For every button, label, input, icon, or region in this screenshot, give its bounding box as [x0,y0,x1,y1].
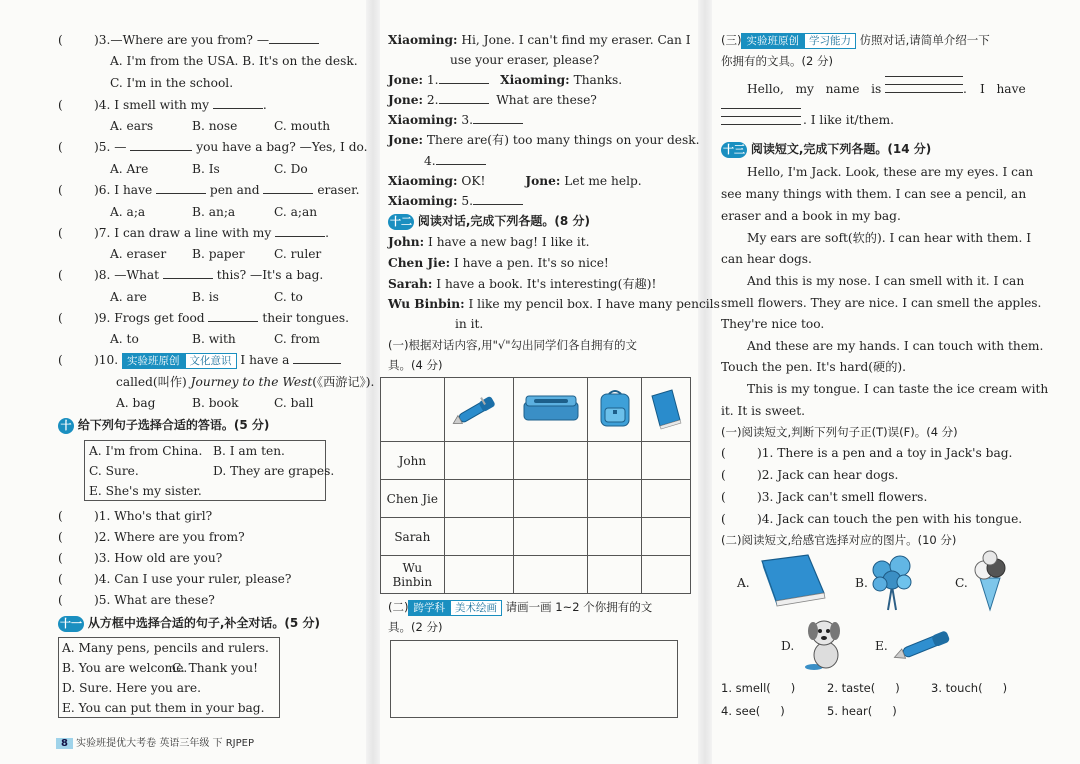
original-tag: 实验班原创 [122,353,185,369]
intro-line-1: Hello, my name is [747,82,882,96]
question-10: ( )10. 实验班原创 文化意识 I have a [58,352,341,369]
dialog-line-5: Jone: There are(有) too many things on your desk. [388,133,700,147]
reading-line-4: Wu Binbin: I like my pencil box. I have many pencils [388,297,720,311]
question-7: ( )7. I can draw a line with my . [58,226,329,240]
picture-label-a: A. [737,576,750,590]
row-label-sarah: Sarah [381,518,445,556]
answer-blank[interactable] [439,72,489,84]
intro-period: . [963,82,967,96]
match-row-1: 1. smell( ) 2. taste( ) 3. touch( ) [721,681,1008,695]
picture-label-c: C. [955,576,968,590]
choice-row-1: A. I'm from China. B. I am ten. [89,444,285,458]
picture-label-d: D. [781,639,795,653]
write-line[interactable] [721,124,801,125]
answer-blank[interactable] [436,153,486,165]
header-pencil-box [514,378,588,442]
choice-row-2: C. Sure. D. They are grapes. [89,464,335,478]
dialog-line-6: 4. [424,153,486,169]
choice-row-3: E. She's my sister. [89,484,202,498]
passage-line: Touch the pen. It's hard(硬的). [721,360,907,374]
write-line[interactable] [885,84,963,85]
part-2-instruction-2: 具。(2 分) [388,620,443,634]
check-cell[interactable] [444,480,514,518]
answer-blank[interactable] [213,97,263,109]
passage-line: This is my tongue. I can taste the ice cream with [747,382,1049,396]
write-line[interactable] [885,92,963,93]
question-10-line2: called(叫作) Journey to the West(《西游记》). [116,375,375,389]
dialog-line-3: Jone: 2. What are these? [388,93,597,107]
dialog-line-4: Xiaoming: 3. [388,112,523,128]
stationery-table [380,377,691,594]
section-10-q5: ( )5. What are these? [58,593,215,607]
question-9-options: A. to B. with C. from [110,332,320,346]
section-10-header: 十 给下列句子选择合适的答语。(5 分) [58,417,269,434]
dialog-line-2: Jone: 1. Xiaoming: Thanks. [388,73,623,87]
flower-icon [868,552,916,612]
question-3-option-c: C. I'm in the school. [110,76,234,90]
passage-line: And this is my nose. I can smell with it. I can [747,274,1025,288]
header-pen [444,378,514,442]
check-cell[interactable] [514,442,588,480]
picture-label-e: E. [875,639,888,653]
answer-blank[interactable] [263,182,313,194]
section-10-q3: ( )3. How old are you? [58,551,223,565]
part-1-instruction-2: 具。(4 分) [388,358,443,372]
write-line[interactable] [721,116,801,117]
section-badge: 十一 [60,616,82,630]
original-tag: 实验班原创 [741,33,804,49]
pen-icon [890,625,960,665]
reading-line-4b: in it. [455,317,484,331]
answer-blank[interactable] [293,352,341,364]
section-11-header: 十一 从方框中选择合适的句子,补全对话。(5 分) [60,616,320,630]
header-bag [588,378,642,442]
book-icon [752,553,832,611]
tf-question-4: ( )4. Jack can touch the pen with his tongue. [721,512,1023,526]
dialog-choice-a: A. Many pens, pencils and rulers. [62,641,269,655]
question-3: ( )3.—Where are you from? — [58,32,319,48]
question-8-options: A. are B. is C. to [110,290,303,304]
check-cell[interactable] [514,480,588,518]
drawing-area[interactable] [390,640,678,718]
match-row-2: 4. see( ) 5. hear( ) [721,704,897,718]
section-badge: 十三 [723,142,745,156]
check-cell[interactable] [588,480,642,518]
passage-line: My ears are soft(软的). I can hear with them. I [747,231,1032,245]
check-cell[interactable] [588,556,642,594]
section-10-q4: ( )4. Can I use your ruler, please? [58,572,292,586]
section-10-q2: ( )2. Where are you from? [58,530,245,544]
header-book [642,378,691,442]
passage-line: eraser and a book in my bag. [721,209,901,223]
question-6: ( )6. I have pen and eraser. [58,183,360,197]
question-4-options: A. ears B. nose C. mouth [110,119,331,133]
check-cell[interactable] [514,556,588,594]
intro-i-have: I have [980,82,1026,96]
check-cell[interactable] [588,518,642,556]
part-1-instruction: (一)根据对话内容,用"√"勾出同学们各自拥有的文 [388,338,638,352]
tf-question-1: ( )1. There is a pen and a toy in Jack's bag. [721,446,1013,460]
question-10-options: A. bag B. book C. ball [116,396,314,410]
answer-blank[interactable] [156,182,206,194]
dialog-choice-e: E. You can put them in your bag. [62,701,265,715]
write-line[interactable] [885,76,963,77]
book-icon [646,386,686,430]
check-cell[interactable] [444,556,514,594]
question-7-options: A. eraser B. paper C. ruler [110,247,322,261]
art-tag: 美术绘画 [450,600,502,616]
dialog-line-1b: use your eraser, please? [450,53,600,67]
dialog-line-1: Xiaoming: Hi, Jone. I can't find my eraser. Can I [388,33,691,47]
check-cell[interactable] [588,442,642,480]
pencil-box-icon [520,388,582,428]
passage-line: And these are my hands. I can touch with them. [747,339,1044,353]
answer-blank[interactable] [208,310,258,322]
page-number: 8 [56,738,73,749]
question-4: ( )4. I smell with my . [58,98,267,112]
table-corner [381,378,445,442]
answer-blank[interactable] [275,225,325,237]
page-footer [56,734,254,749]
tf-question-2: ( )2. Jack can hear dogs. [721,468,899,482]
true-false-instruction: (一)阅读短文,判断下列句子正(T)误(F)。(4 分) [721,425,958,439]
dialog-line-7: Xiaoming: OK! Jone: Let me help. [388,174,642,188]
part-3-instruction-2: 你拥有的文具。(2 分) [721,54,833,68]
dialog-choice-bc: B. You are welcome.C. Thank you! [62,661,258,675]
row-label-chen-jie: Chen Jie [381,480,445,518]
check-cell[interactable] [642,518,691,556]
write-line[interactable] [721,108,801,109]
row-label-wu-binbin: Wu Binbin [381,556,445,594]
book-title: 实验班提优大考卷 英语三年级 下 RJPEP [76,738,254,749]
section-12-header: 十二 阅读对话,完成下列各题。(8 分) [390,214,590,228]
dialog-choices-box [58,637,280,718]
passage-line: smell flowers. They are nice. I can smell the apples. [721,296,1042,310]
answer-blank[interactable] [439,92,489,104]
check-cell[interactable] [642,556,691,594]
section-13-header: 十三 阅读短文,完成下列各题。(14 分) [723,142,932,156]
question-8: ( )8. —What this? —It's a bag. [58,268,324,282]
section-badge: 十 [58,418,74,434]
school-bag-icon [593,386,637,430]
answer-blank[interactable] [163,267,213,279]
pen-icon [451,388,507,428]
culture-tag: 文化意识 [185,353,237,369]
cross-subject-tag: 跨学科 [408,600,450,616]
reading-line-3: Sarah: I have a book. It's interesting(有趣)! [388,277,657,291]
row-label-john: John [381,442,445,480]
dialog-line-8: Xiaoming: 5. [388,193,523,209]
intro-like: . I like it/them. [803,113,894,127]
check-cell[interactable] [642,442,691,480]
question-6-options: A. a;a B. an;a C. a;an [110,205,318,219]
passage-line: They're nice too. [721,317,825,331]
question-5-options: A. Are B. Is C. Do [110,162,308,176]
answer-blank[interactable] [473,112,523,124]
passage-line: it. It is sweet. [721,404,806,418]
check-cell[interactable] [444,518,514,556]
dialog-choice-d: D. Sure. Here you are. [62,681,201,695]
check-cell[interactable] [444,442,514,480]
check-cell[interactable] [514,518,588,556]
part-3-instruction: (三) 实验班原创 学习能力 仿照对话,请简单介绍一下 [721,33,990,47]
question-3-options-ab: A. I'm from the USA. B. It's on the desk. [110,54,358,68]
learning-ability-tag: 学习能力 [804,33,856,49]
center-gutter-right [698,0,712,764]
passage-line: Hello, I'm Jack. Look, these are my eyes. I can [747,165,1034,179]
picture-match-instruction: (二)阅读短文,给感官选择对应的图片。(10 分) [721,533,957,547]
passage-line: see many things with them. I can see a pencil, an [721,187,1027,201]
passage-line: can hear dogs. [721,252,812,266]
answer-choices-box [84,440,335,501]
ice-cream-icon [970,550,1010,612]
section-10-q1: ( )1. Who's that girl? [58,509,213,523]
question-9: ( )9. Frogs get food their tongues. [58,311,349,325]
part-2-instruction: (二) 跨学科 美术绘画 请画一画 1~2 个你拥有的文 [388,600,653,614]
answer-blank[interactable] [269,32,319,44]
reading-line-2: Chen Jie: I have a pen. It's so nice! [388,256,609,270]
check-cell[interactable] [642,480,691,518]
reading-line-1: John: I have a new bag! I like it. [388,235,590,249]
dog-icon [800,615,846,671]
answer-blank[interactable] [473,193,523,205]
section-badge: 十二 [390,214,412,228]
tf-question-3: ( )3. Jack can't smell flowers. [721,490,928,504]
question-5: ( )5. — you have a bag? —Yes, I do. [58,140,368,154]
picture-label-b: B. [855,576,868,590]
answer-blank[interactable] [130,139,192,151]
